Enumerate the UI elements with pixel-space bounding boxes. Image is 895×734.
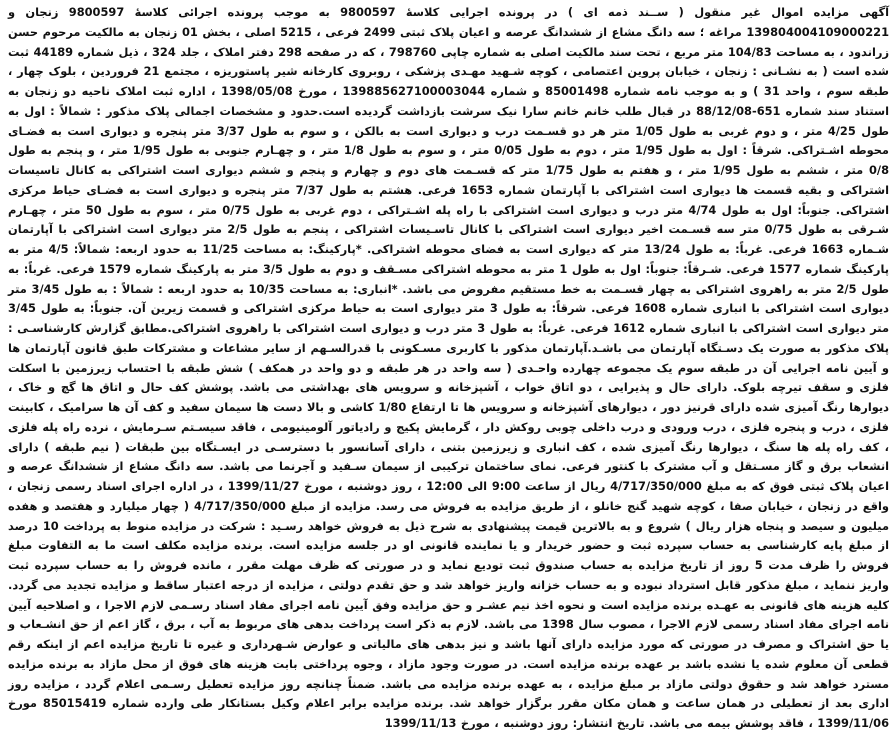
auction-notice-text: آگهی مزایده اموال غیر منقول ( ســند ذمه ای ) در پرونده اجرایی کلاسهٔ 9800597 به موجب پرونده اجرائی کلاسهٔ 9800597 زنجان و 139804004109000221 مراغه ؛ سه دانگ مشاع از ششدانگ عرصه و اعیان پلاک ثبتی 2499 فرعی ، 5215 اصلی ، بخش 01 زنجان به مالکیت مرحوم حسن زراندود ، به مساحت 104/83 متر مربع ، تحت سند مالکیت اصلی به شماره چاپی 798760 ، که در صفحه 298 دفتر املاک ، جلد 324 ، ذیل شماره 44189 ثبت شده است ( به نشـانی : زنجان ، خیابان پروین اعتصامی ، کوچه شـهید مهـدی پزشکی ، روبروی کارخانه شیر پاستوریزه ، مجتمع 21 فروردین ، بلوک چهار ، طبقه سوم ، واحد 31 ) و به موجب نامه شماره 85001498 و شماره 13988562710000304​4 ، مورخ 1398/05/08 ، اداره ثبت املاک ناحیه دو زنجان به استناد سند شماره 651-88/12/08 در قبال طلب خانم خانم سارا نیک سرشت بازداشت گردیده است.حدود و مشخصات اجمالی پلاک مذکور : شمالاً : اول به طول 4/25 متر ، و دوم غربی به طول 1/05 متر هر دو قسـمت درب و دیواری است به بالکن ، و سوم به طول 3/37 متر پنجره و دیواری است به فضـای محوطه اشـتراکی. شرقاً : اول به طول 1/95 متر ، دوم به طول 0/05 متر ، و سوم به طول 1/8 متر ، و چهـارم جنوبی به طول 1/95 متر ، و پنجم به طول 0/8 متر ، ششم به طول 1/95 متر ، و هفتم به طول 1/75 متر که قسـمت های دوم و چهارم و پنجم و ششم دیواری است اشتراکی به کانال تاسیسات اشتراکی و بقیه قسمت ها دیواری است اشتراکی با آپارتمان شماره 1653 فرعی. هشتم به طول 7/37 متر پنجره و دیواری است به فضـای حیاط مرکزی اشتراکی. جنوباً: اول به طول 4/74 متر درب و دیواری است اشتراکی با راه پله اشـتراکی ، دوم غربی به طول 0/75 متر ، سوم به طول 50 متر ، چهـارم شـرقی به طول 0/75 متر سه قسـمت اخیر دیواری است اشتراکی با کانال تاسـیسات اشتراکی ، پنجم به طول 2/5 متر دیواری است اشتراکی با آپارتمان شـماره 1663 فرعی. غرباً: به طول 13/24 متر که دیواری است به فضای محوطه اشتراکی. *پارکینگ: به مساحت 11/25 به حدود اربعه: شمالاً: 4/5 متر به پارکینگ شماره 1577 فرعی. شـرقاً: جنوباً: اول به طول 1 متر به محوطه اشتراکی مسـقف و دوم به طول 3/5 متر به پارکینگ شماره 1579 فرعی. غرباً: به طول 2/5 متر به راهروی اشتراکی به چهار قسـمت به خط مستقیم مفروض می باشد. *انباری: به مساحت 10/35 به حدود اربعه : شمالاً : به طول 3/45 متر دیواری است اشتراکی با انباری شماره 1608 فرعی. شرقاً: به طول 3 متر دیواری است به حیاط مرکزی اشتراکی و قسمت زیرین آن. جنوباً: به طول 3/45 متر دیواری است اشتراکی با انباری شماره 1612 فرعی. غرباً: به طول 3 متر درب و دیواری است اشتراکی با راهروی اشتراکی.مطابق گزارش کارشناسـی : پلاک مذکور به صورت یک دسـتگاه آپارتمان می باشـد.آپارتمان مذکور با کاربری مسـکونی با قدرالسـهم از سایر مشاعات و مشترکات طبق قانون آپارتمان ها و آیین نامه اجرایی آن در طبقه سوم یک مجموعه چهارده واحـدی ( سه واحد در هر طبقه و دو واحد در همکف ) شش طبقه با احتساب زیرزمین با اسکلت فلزی و سقف تیرچه بلوک. دارای حال و پذیرایی ، دو اتاق خواب ، آشپزخانه و سرویس های بهداشتی می باشد. پوشش کف حال و اتاق ها گچ و خاک ، دیوارها رنگ آمیزی شده دارای قرنیز دور ، دیوارهای آشپزخانه و سرویس ها تا ارتفاع 1/80 کاشی و بالا دست ها سیمان سفید و کف آن ها سرامیک ، کابینت فلزی ، درب و پنجره فلزی ، درب ورودی و درب داخلی چوبی روکش دار ، گرمایش پکیج و رادیاتور آلومینیومی ، فاقد سیسـتم سـرمایش ، نرده راه پله فلزی ، کف راه پله ها سنگ ، دیوارها رنگ آمیزی شده ، کف انباری و زیرزمین بتنی ، دارای آسانسور با دسترسـی در ایسـتگاه بین طبقات ( نیم طبقه ) دارای انشعاب برق و گاز مسـتقل و آب مشترک با کنتور فرعی. نمای ساختمان ترکیبی از سیمان سـفید و آجرنما می باشد. سه دانگ مشاع از ششدانگ عرصه و اعیان پلاک ثبتی فوق که به مبلغ 4/717/350/000 ریال از ساعت 9:00 الی 12:00 ، روز دوشنبه ، مورخ 1399/11/27 ، در اداره اجرای اسناد رسمی زنجان ، واقع در زنجان ، خیابان صفا ، کوچه شهید گنج خانلو ، از طریق مزایده به فروش می رسد. مزایده از مبلغ 4/717/350/000 ( چهار میلیارد و هفتصد و هفده میلیون و سیصد و پنجاه هزار ریال ) شروع و به بالاترین قیمت پیشنهادی به شرح ذیل به فروش خواهد رسـید : شرکت در مزایده منوط به پرداخت 10 درصد از مبلغ پایه کارشناسی به حساب سپرده ثبت و حضور خریدار و یا نماینده قانونی او در جلسه مزایده است. برنده مزایده مکلف است ما به التفاوت مبلغ فروش را ظرف مدت 5 روز از تاریخ مزایده به حساب صندوق ثبت تودیع نماید و در صورتی که ظرف مهلت مقرر ، مانده فروش را به حساب سپرده ثبت واریز ننماید ، مبلغ مذکور قابل استرداد نبوده و به حساب خزانه واریز خواهد شد و حق تقدم دولتی ، مزایده از درجه اعتبار ساقط و مزایده تجدید می گردد. کلیه هزینه های قانونی به عهـده برنده مزایده است و نحوه اخذ نیم عشـر و حق مزایده وفق آیین نامه اجرای مفاد اسناد رسـمی لازم الاجرا ، و اصلاحیه آیین نامه اجرای مفاد اسناد رسمی لازم الاجرا ، مصوب سال 1398 می باشد. لازم به ذکر است پرداخت بدهی های مربوط به آب ، برق ، گاز اعم از حق انشـعاب و یا حق اشتراک و مصرف در صورتی که مورد مزایده دارای آنها باشد و نیز بدهی های مالیاتی و عوارض شـهرداری و غیره تا تاریخ مزایده اعم از اینکه رقم قطعی آن معلوم شده یا نشده باشد بر عهده برنده مزایده است. در صورت وجود مازاد ، وجوه پرداختی بابت هزینه های فوق از محل مازاد به برنده مزایده مسترد خواهد شد و حقوق دولتی مازاد بر مبلغ مزایده ، به عهده برنده مزایده می باشد. ضمناً چنانچه روز مزایده تعطیل رسـمی اعلام گردد ، مزایده روز اداری بعد از تعطیلی در همان ساعت و همان مکان مقرر برگزار خواهد شد. برنده مزایده برابر اعلام وکیل بستانکار طی وارده شماره 85015419 مورخ 1399/11/06 ، فاقد پوشش بیمه می باشد. تاریخ انتشار: روز دوشنبه ، مورخ 1399/11/13 — [8, 5, 890, 730]
